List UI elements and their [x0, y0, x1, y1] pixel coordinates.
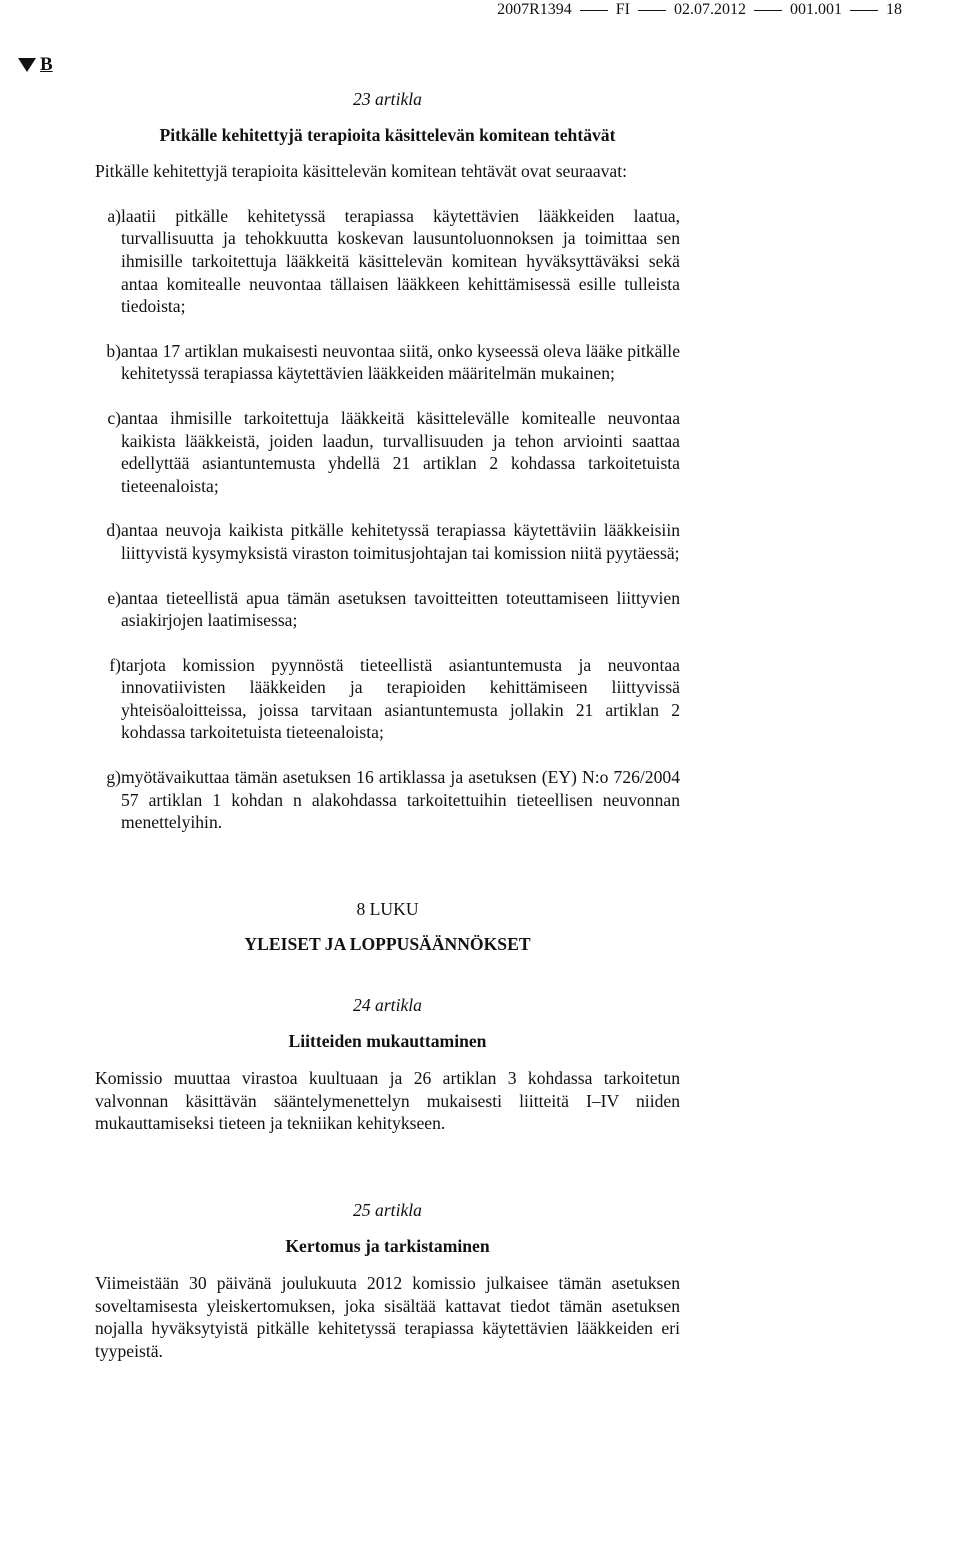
list-item-text: tarjota komission pyynnöstä tieteellistä asiantuntemusta ja neuvontaa innovatiivisten lääkkeiden ja terapioiden kehittämiseen liittyvissä yhteisöaloitteissa, joissa tarvitaan asiantuntemusta jollakin 21 artiklan 2 kohdassa tarkoitetuista tieteenaloista;	[121, 654, 680, 743]
list-item-text: antaa ihmisille tarkoitettuja lääkkeitä käsittelevälle komitealle neuvontaa kaikista lääkkeistä, joiden laadun, turvallisuuden ja tehon arviointi saattaa edellyttää asiantuntemusta yhdellä 21 artiklan 2 kohdassa tarkoitetuista tieteenaloista;	[121, 407, 680, 496]
list-item-d	[95, 519, 680, 564]
list-item-label: c)	[107, 407, 121, 428]
separator	[850, 10, 878, 11]
separator	[754, 10, 782, 11]
consolidation-date: 02.07.2012	[674, 1, 746, 18]
list-item-a	[95, 205, 680, 318]
list-item-g	[95, 766, 680, 834]
list-item-f	[95, 654, 680, 744]
language-code: FI	[615, 1, 630, 18]
list-item-label: b)	[106, 340, 121, 361]
triangle-down-icon	[18, 58, 36, 72]
list-item-text: antaa neuvoja kaikista pitkälle kehitetyssä terapiassa käytettäviin lääkkeisiin liittyvistä kysymyksistä viraston toimitusjohtajan tai komission niitä pyytäessä;	[121, 520, 680, 563]
article-25-title: Kertomus ja tarkistaminen	[285, 1235, 490, 1256]
separator	[638, 10, 666, 11]
article-23-title: Pitkälle kehitettyjä terapioita käsittelevän komitean tehtävät	[159, 124, 616, 145]
document-body	[95, 88, 680, 1363]
separator	[580, 10, 608, 11]
document-id: 2007R1394	[497, 1, 572, 18]
article-24-number: 24 artikla	[353, 995, 422, 1016]
article-23-number: 23 artikla	[353, 89, 422, 109]
list-item-label: d)	[106, 520, 121, 541]
list-item-b	[95, 340, 680, 385]
list-item-text: myötävaikuttaa tämän asetuksen 16 artiklassa ja asetuksen (EY) N:o 726/2004 57 artiklan 1 kohdan n alakohdassa tarkoitettuihin tieteellisen neuvonnan menettelyihin.	[121, 767, 680, 833]
page-number: 18	[886, 1, 902, 18]
list-item-e	[95, 587, 680, 632]
amendment-marker	[18, 54, 53, 76]
article-25-body: Viimeistään 30 päivänä joulukuuta 2012 komissio julkaisee tämän asetuksen soveltamisesta yleiskertomuksen, joka sisältää kattavat tiedot tämän asetuksen nojalla hyväksytyistä pitkälle kehitetyssä terapiassa käytettävien lääkkeiden eri tyypeistä.	[95, 1273, 680, 1361]
list-item-text: antaa 17 artiklan mukaisesti neuvontaa siitä, onko kyseessä oleva lääke pitkälle kehitetyssä terapiassa käytettävien lääkkeiden määritelmän mukainen;	[121, 340, 680, 384]
list-item-c	[95, 407, 680, 497]
list-item-text: antaa tieteellistä apua tämän asetuksen tavoitteitten toteuttamiseen liittyvien asiakirjojen laatimisessa;	[121, 587, 680, 631]
list-item-label: f)	[109, 654, 121, 675]
list-item-label: e)	[107, 587, 121, 608]
article-24-body: Komissio muuttaa virastoa kuultuaan ja 26 artiklan 3 kohdassa tarkoitetun valvonnan käsittävän sääntelymenettelyn mukaisesti liitteitä I–IV niiden mukauttamiseksi tieteen ja tekniikan kehitykseen.	[95, 1068, 680, 1134]
article-23-intro: Pitkälle kehitettyjä terapioita käsittelevän komitean tehtävät ovat seuraavat:	[95, 161, 628, 182]
version-number: 001.001	[790, 1, 842, 18]
list-item-text: laatii pitkälle kehitetyssä terapiassa käytettävien lääkkeiden laatua, turvallisuutta ja tehokkuutta koskevan lausuntoluonnoksen ja toimittaa sen ihmisille tarkoitettuja lääkkeitä käsittelevän komitean hyväksyttäväksi sekä antaa komitealle neuvontaa tällaisen lääkkeen kehittämisessä esille tulleista tiedoista;	[121, 205, 680, 317]
article-25-number: 25 artikla	[353, 1200, 422, 1220]
page-header	[497, 0, 902, 20]
article-24-title: Liitteiden mukauttaminen	[288, 1030, 487, 1051]
chapter-title: YLEISET JA LOPPUSÄÄNNÖKSET	[244, 934, 531, 955]
amendment-marker-letter: B	[40, 54, 53, 75]
list-item-label: g)	[106, 767, 121, 788]
list-item-label: a)	[107, 205, 121, 226]
chapter-number: 8 LUKU	[356, 898, 419, 919]
